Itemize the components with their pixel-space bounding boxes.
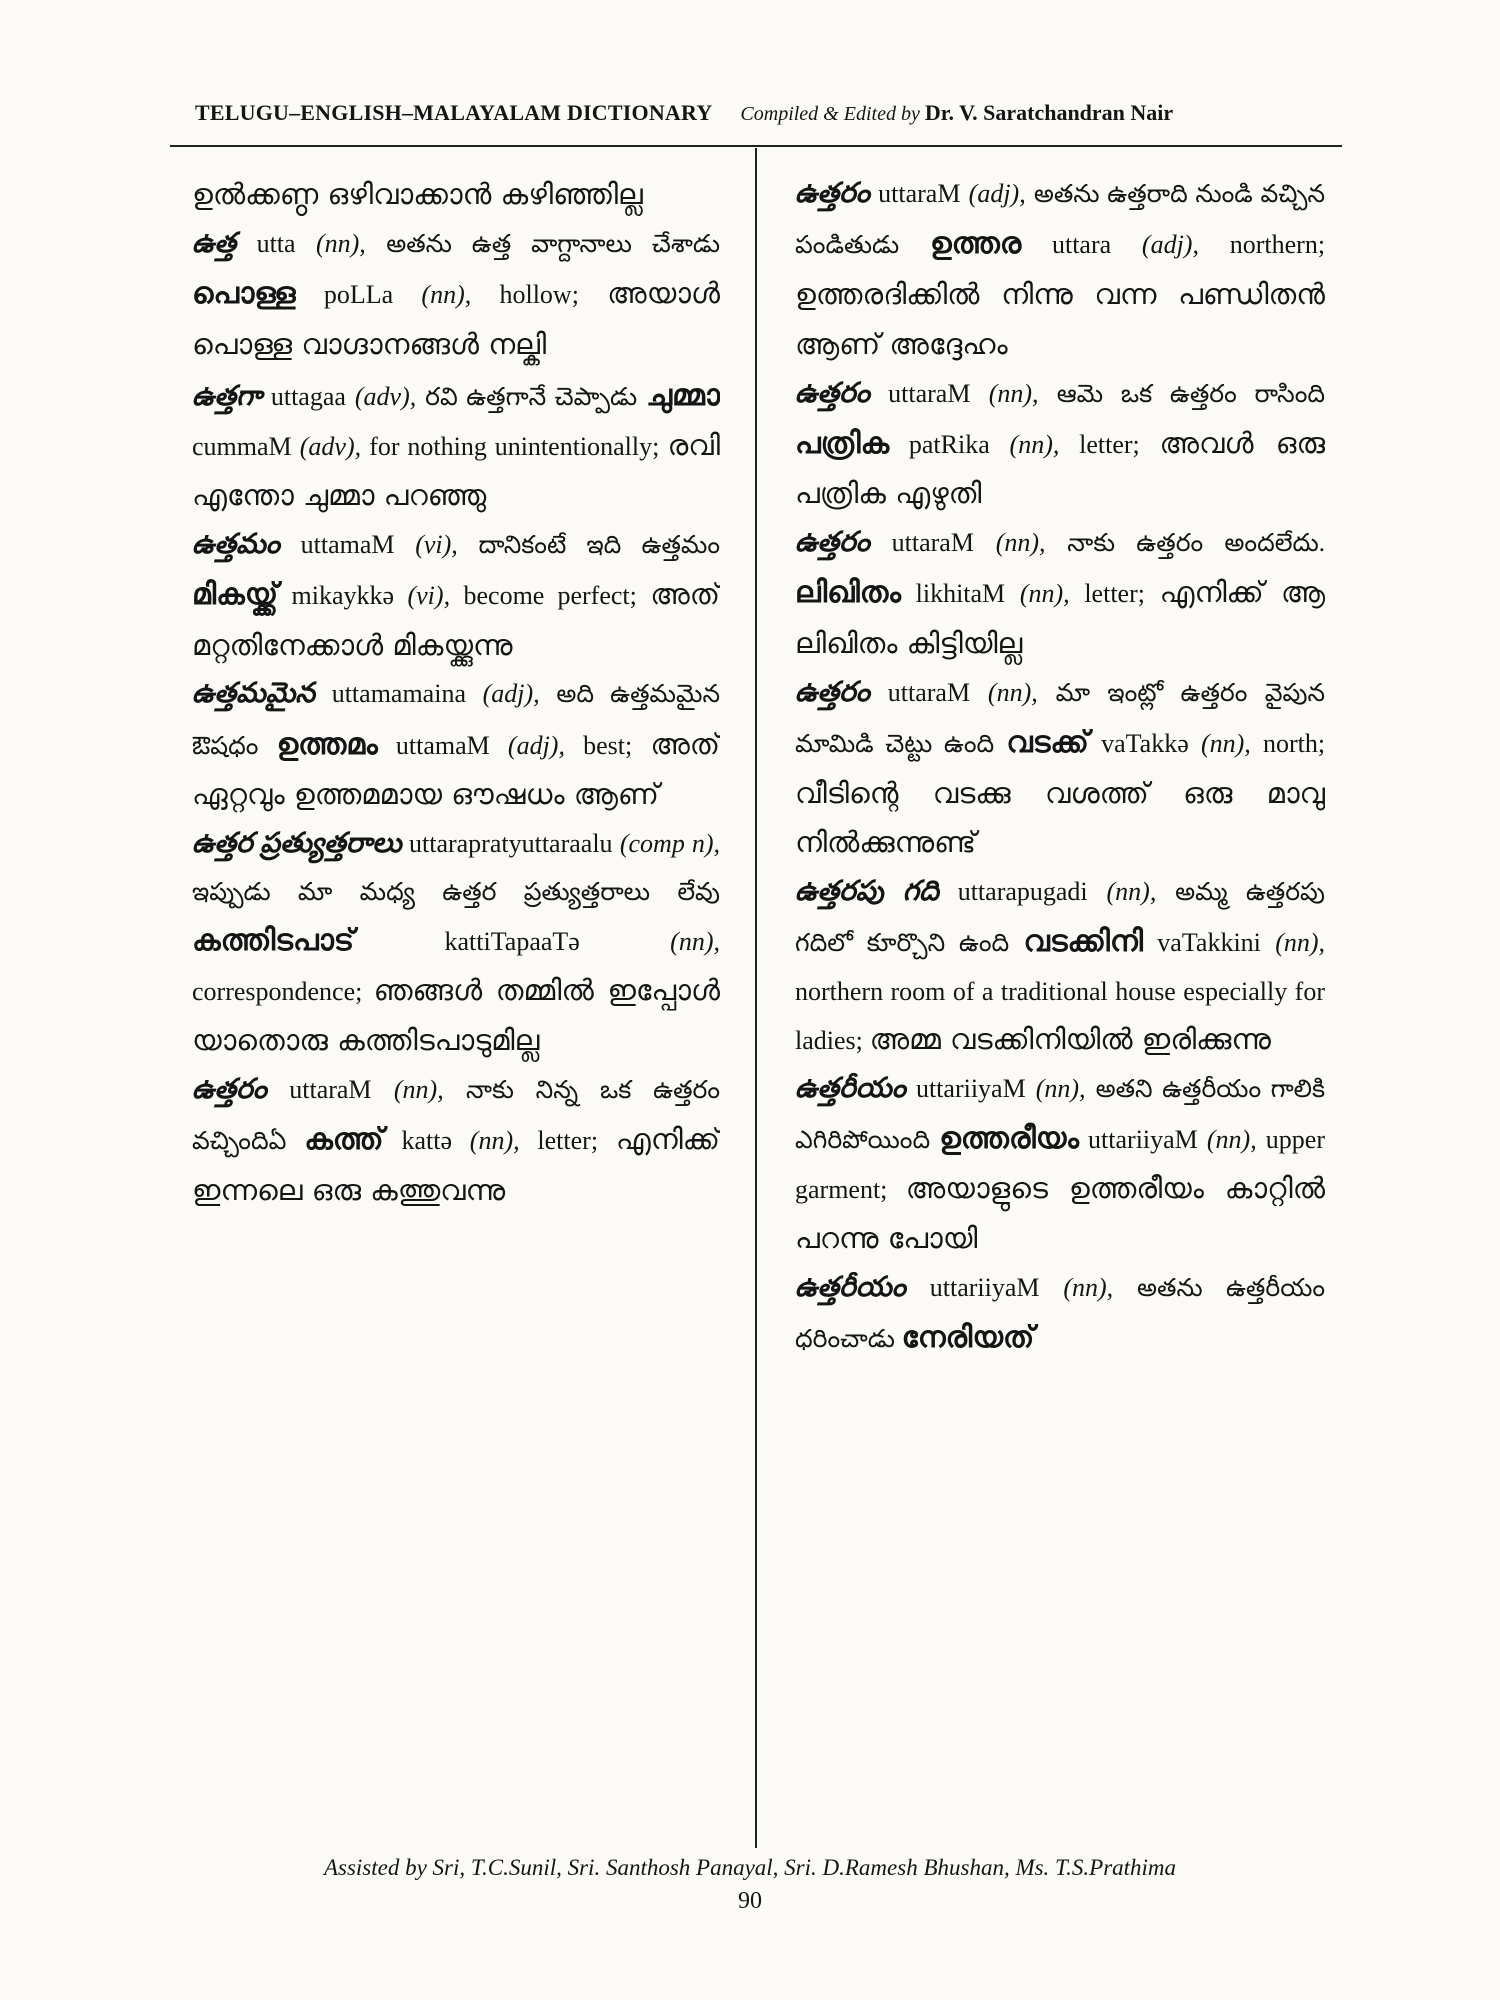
transliteration: uttariiyaM	[1088, 1124, 1198, 1154]
english-meaning: upper garment;	[795, 1124, 1325, 1205]
transliteration: uttariiyaM	[915, 1073, 1026, 1103]
malayalam-example: അത് ഏറ്റവും ഉത്തമമായ ഔഷധം ആണ്	[192, 726, 720, 812]
transliteration: uttarapugadi	[957, 877, 1088, 907]
part-of-speech: (adj),	[968, 179, 1026, 208]
malayalam-example: രവി എന്തോ ചുമ്മാ പറഞ്ഞു	[192, 428, 720, 512]
telugu-headword: ఉత్తరీయం	[795, 1272, 906, 1304]
malayalam-equivalent: നേരിയത്	[901, 1320, 1035, 1356]
english-meaning: correspondence;	[192, 977, 363, 1007]
telugu-example: నాకు నిన్న ఒక ఉత్తరం వచ్చిందిఏ	[192, 1077, 720, 1156]
transliteration: patRika	[908, 429, 990, 459]
malayalam-example: അയാൾ പൊള്ള വാഗ്ദാനങ്ങൾ നല്കി	[192, 276, 720, 361]
dictionary-entry	[192, 521, 720, 671]
transliteration: uttaraM	[887, 677, 971, 707]
telugu-example: రవి ఉత్తగానే చెప్పాడు	[425, 383, 638, 411]
malayalam-example: വീടിന്റെ വടക്കു വശത്ത് ഒരു മാവു നിൽക്കുന്നുണ്ട്	[795, 775, 1325, 860]
malayalam-equivalent: വടക്കിനി	[1023, 924, 1143, 960]
malayalam-example: അവൾ ഒരു പത്രിക എഴുതി	[795, 425, 1325, 511]
english-meaning: northern;	[1229, 230, 1325, 260]
telugu-headword: ఉత్తరీయం	[795, 1072, 906, 1104]
malayalam-example: അയാളുടെ ഉത്തരീയം കാറ്റിൽ പറന്നു പോയി	[795, 1171, 1325, 1256]
part-of-speech: (vi),	[415, 529, 458, 559]
telugu-example: అతను ఉత్త వాగ్దానాలు చేశాడు	[386, 230, 720, 258]
malayalam-equivalent: പത്രിക	[795, 425, 890, 461]
telugu-example: నాకు ఉత్తరం అందలేదు.	[1067, 530, 1325, 558]
english-meaning: letter;	[1079, 429, 1140, 459]
english-meaning: north;	[1262, 728, 1325, 758]
dictionary-entry	[795, 519, 1325, 669]
part-of-speech: (adv),	[354, 381, 417, 411]
dictionary-entry	[795, 669, 1325, 869]
part-of-speech: (nn),	[469, 1126, 520, 1156]
compiled-by	[740, 100, 1173, 126]
dictionary-entry	[192, 820, 720, 1066]
part-of-speech: (adj),	[507, 730, 565, 760]
telugu-headword: ఉత్తరం	[795, 178, 870, 209]
malayalam-equivalent: ഉത്തരീയം	[939, 1120, 1079, 1156]
part-of-speech: (comp n),	[619, 829, 720, 859]
transliteration: uttarapratyuttaraalu	[409, 829, 613, 859]
telugu-headword: ఉత్తరం	[192, 1074, 267, 1106]
transliteration: cummaM	[192, 432, 292, 462]
transliteration: uttariiyaM	[929, 1273, 1040, 1303]
transliteration: kattiTapaaTə	[444, 926, 580, 956]
malayalam-equivalent: ചുമ്മാ	[646, 377, 720, 413]
telugu-example: అతను ఉత్తరీయం ధరించాడు	[795, 1275, 1325, 1354]
transliteration: utta	[256, 228, 296, 258]
telugu-example: ఆమె ఒక ఉత్తరం రాసింది	[1056, 380, 1325, 408]
editor-name: Dr. V. Saratchandran Nair	[924, 100, 1174, 125]
part-of-speech: (nn),	[1035, 1073, 1086, 1103]
transliteration: uttaraM	[888, 378, 971, 408]
dictionary-entry	[192, 670, 720, 820]
part-of-speech: (vi),	[407, 581, 451, 610]
malayalam-example: അമ്മ വടക്കിനിയിൽ ഇരിക്കുന്നു	[869, 1021, 1271, 1056]
part-of-speech: (nn),	[315, 228, 366, 258]
telugu-headword: ఉత్తగా	[192, 380, 262, 412]
dictionary-entry	[192, 170, 720, 220]
part-of-speech: (nn),	[1009, 429, 1060, 459]
malayalam-equivalent: ഉത്തര	[929, 226, 1022, 262]
transliteration: uttara	[1051, 230, 1112, 260]
malayalam-equivalent: മികയ്ക്ക്	[192, 577, 279, 612]
telugu-headword: ఉత్తరపు గది	[795, 876, 939, 908]
telugu-headword: ఉత్తరం	[795, 527, 870, 559]
malayalam-example: ഉൽക്കണ്ഠ ഒഴിവാക്കാൻ കഴിഞ്ഞില്ല	[192, 177, 643, 211]
dictionary-entry	[795, 868, 1325, 1064]
telugu-headword: ఉత్తర ప్రత్యుత్తరాలు	[192, 828, 402, 860]
column-divider	[755, 148, 757, 1848]
page-number: 90	[738, 1888, 762, 1914]
malayalam-example: ഞങ്ങൾ തമ്മിൽ ഇപ്പോൾ യാതൊരു കത്തിടപാടുമില്ല	[192, 973, 720, 1058]
transliteration: likhitaM	[915, 579, 1006, 609]
english-meaning: hollow;	[499, 280, 579, 310]
transliteration: poLLa	[323, 280, 394, 310]
part-of-speech: (nn),	[421, 280, 472, 310]
part-of-speech: (nn),	[1063, 1273, 1114, 1303]
malayalam-equivalent: പൊള്ള	[192, 276, 296, 312]
malayalam-equivalent: ഉത്തമം	[276, 726, 378, 762]
transliteration: uttamaM	[300, 529, 395, 559]
malayalam-equivalent: കത്ത്	[304, 1122, 384, 1158]
transliteration: uttagaa	[270, 381, 346, 411]
dictionary-entry	[192, 370, 720, 521]
transliteration: vaTakkə	[1101, 728, 1189, 758]
transliteration: uttaraM	[878, 179, 961, 208]
part-of-speech: (nn),	[670, 926, 720, 956]
dictionary-entry	[795, 370, 1325, 520]
running-header	[195, 100, 1335, 132]
header-rule	[170, 145, 1342, 147]
telugu-headword: ఉత్తరం	[795, 377, 870, 409]
english-meaning: become perfect;	[463, 581, 637, 610]
right-column	[795, 170, 1325, 1820]
part-of-speech: (nn),	[1275, 928, 1325, 958]
part-of-speech: (nn),	[393, 1075, 444, 1105]
english-meaning: letter;	[1084, 579, 1145, 609]
part-of-speech: (nn),	[1206, 1124, 1257, 1154]
dictionary-entry	[192, 220, 720, 370]
part-of-speech: (nn),	[1106, 877, 1157, 907]
part-of-speech: (adj),	[1141, 230, 1199, 260]
part-of-speech: (adj),	[482, 679, 540, 709]
part-of-speech: (nn),	[1019, 579, 1070, 609]
telugu-headword: ఉత్తమం	[192, 528, 280, 560]
telugu-example: అతను ఉత్తరాది నుండి వచ్చిన పండితుడు	[795, 181, 1325, 260]
compiled-by-label: Compiled & Edited by	[740, 103, 920, 125]
dictionary-entry	[795, 1065, 1325, 1265]
malayalam-equivalent: ലിഖിതം	[795, 575, 901, 611]
telugu-example: అతని ఉత్తరీయం గాలికి ఎగిరిపోయింది	[795, 1075, 1325, 1154]
telugu-example: దానికంటే ఇది ఉత్తమం	[478, 531, 720, 559]
english-meaning: northern room of a traditional house especially for ladies;	[795, 977, 1325, 1055]
malayalam-example: എനിക്ക് ആ ലിഖിതം കിട്ടിയില്ല	[795, 575, 1325, 660]
dictionary-entry	[795, 170, 1325, 370]
part-of-speech: (nn),	[988, 378, 1039, 408]
malayalam-example: എനിക്ക് ഇന്നലെ ഒരു കത്തുവന്നു	[192, 1122, 720, 1207]
transliteration: uttaraM	[289, 1075, 372, 1105]
left-column	[192, 170, 720, 1820]
malayalam-example: ഉത്തരദിക്കിൽ നിന്നു വന്ന പണ്ഡിതൻ ആണ് അദ്ദേഹം	[795, 276, 1325, 361]
telugu-headword: ఉత్తమమైన	[192, 678, 316, 710]
part-of-speech: (nn),	[1200, 728, 1251, 758]
english-meaning: best;	[583, 730, 633, 760]
part-of-speech: (nn),	[987, 677, 1038, 707]
transliteration: uttamamaina	[331, 679, 466, 709]
english-meaning: for nothing unintentionally;	[369, 432, 660, 462]
transliteration: vaTakkini	[1157, 928, 1261, 958]
dictionary-entry	[192, 1066, 720, 1216]
malayalam-example: അത് മറ്റതിനേക്കാൾ മികയ്ക്കുന്നു	[192, 577, 720, 662]
part-of-speech: (nn),	[995, 528, 1046, 558]
malayalam-equivalent: കത്തിടപാട്	[192, 922, 355, 958]
telugu-headword: ఉత్తరం	[795, 676, 870, 708]
dictionary-title: TELUGU–ENGLISH–MALAYALAM DICTIONARY	[195, 100, 713, 125]
telugu-example: అమ్మ ఉత్తరపు గదిలో కూర్చొని ఉంది	[795, 879, 1325, 958]
english-meaning: letter;	[537, 1126, 599, 1156]
telugu-headword: ఉత్త	[192, 227, 237, 259]
part-of-speech: (adv),	[299, 432, 362, 462]
footer-assisted-by: Assisted by Sri, T.C.Sunil, Sri. Santhosh Panayal, Sri. D.Ramesh Bhushan, Ms. T.S.Prathima	[323, 1855, 1177, 1880]
transliteration: uttamaM	[395, 730, 490, 760]
telugu-example: మా ఇంట్లో ఉత్తరం వైపున మామిడి చెట్టు ఉంది	[795, 679, 1325, 758]
malayalam-equivalent: വടക്ക്	[1006, 724, 1089, 760]
transliteration: mikaykkə	[291, 581, 395, 610]
dictionary-entry	[795, 1264, 1325, 1364]
telugu-example: అది ఉత్తమమైన ఔషధం	[192, 681, 720, 760]
telugu-example: ఇప్పుడు మా మధ్య ఉత్తర ప్రత్యుత్తరాలు లేవు	[192, 879, 720, 907]
transliteration: kattə	[401, 1126, 452, 1156]
transliteration: uttaraM	[891, 528, 974, 558]
